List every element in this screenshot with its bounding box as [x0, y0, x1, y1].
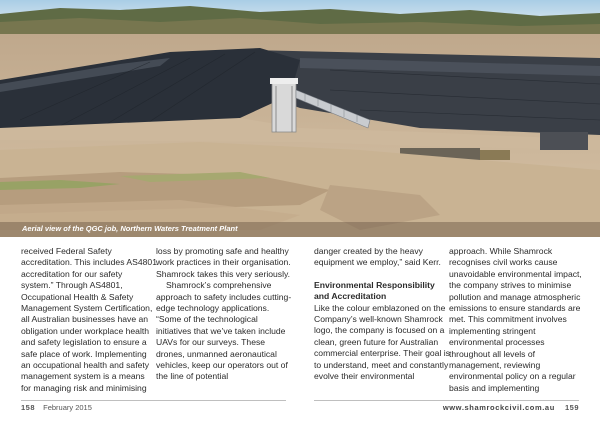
paragraph: danger created by the heavy equipment we employ,” said Kerr. [314, 246, 441, 268]
footer-right [443, 403, 579, 412]
paragraph: Shamrock’s comprehensive approach to safety includes cutting-edge technology applications. “Some of the technological initiatives that we’ve taken include UAVs for our surveys. These drones, unmanned aeronautical vehicles, keep our operators out of the line of potential [156, 280, 292, 382]
issue-date: February 2015 [43, 403, 92, 412]
text-column-3 [314, 246, 450, 382]
photo-caption: Aerial view of the QGC job, Northern Waters Treatment Plant [22, 224, 238, 233]
page-number: 159 [564, 403, 579, 412]
paragraph: Like the colour emblazoned on the Company’s well-known Shamrock logo, the company is focused on a clean, green future for Australian commercial enterprise. Their goal is to understand, meet and constantly evolve their environmental [314, 302, 450, 382]
paragraph: received Federal Safety accreditation. This includes AS4801 accreditation for our safety system.” Through AS4801, Occupational Health & Safety Management System Certification, all Australian businesses have an obligation under workplace health and safety legislation to ensure a safe place of work. Implementing an occupational health and safety management system is a means for managing risk and minimising [21, 246, 157, 393]
website-url: www.shamrockcivil.com.au [442, 403, 555, 412]
text-column-1 [21, 246, 157, 394]
text-column-2 [156, 246, 292, 383]
footer-left [21, 403, 92, 412]
text-column-4 [449, 246, 585, 394]
footer-divider [314, 400, 579, 401]
paragraph: loss by promoting safe and healthy work practices in their organisation. Shamrock takes this very seriously. [156, 246, 291, 279]
footer-divider [21, 400, 286, 401]
section-heading: Environmental Responsibility and Accreditation [314, 279, 435, 302]
paragraph: approach. While Shamrock recognises civil works cause unavoidable environmental impact, the company strives to minimise pollution and manage atmospheric emissions to ensure standards are met. This commitment involves implementing stringent environmental processes throughout all levels of management, reviewing environmental policy on a regular basis and implementing [449, 246, 582, 393]
page-number: 158 [21, 403, 36, 412]
